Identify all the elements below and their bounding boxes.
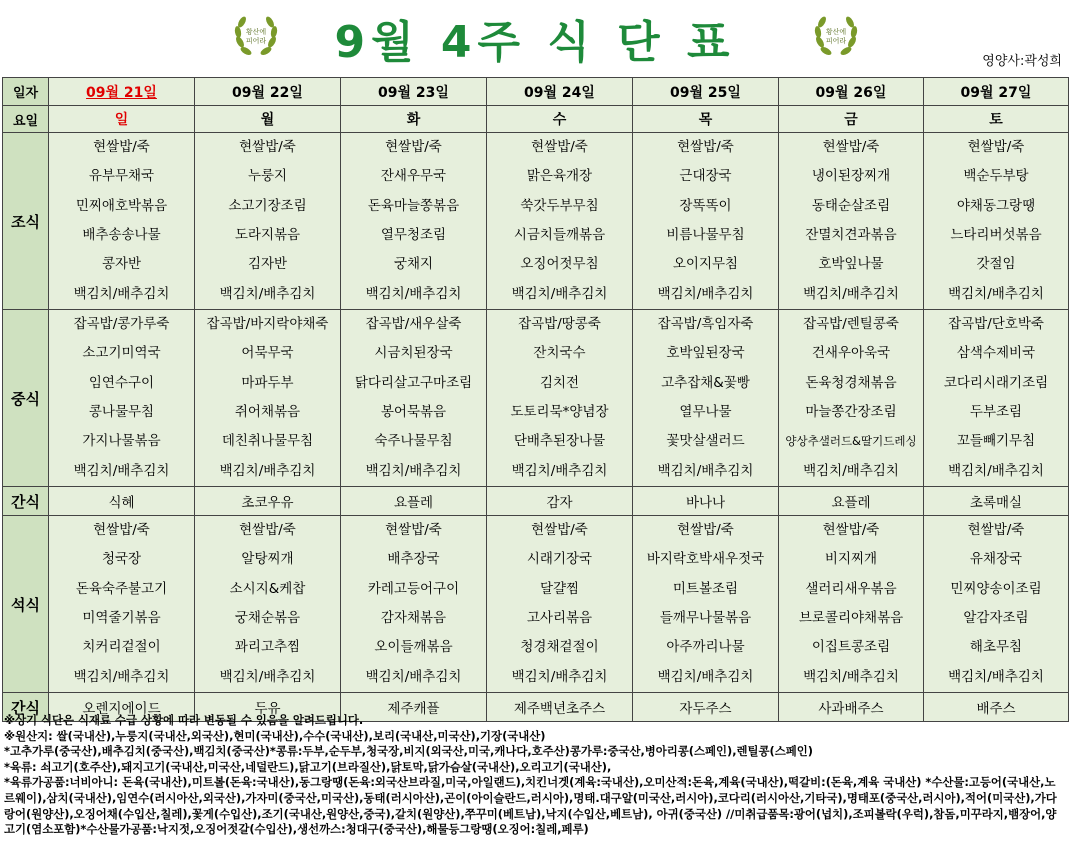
menu-item: 백김치/배추김치 <box>219 285 316 302</box>
note-line: *고추가루(중국산),배추김치(중국산),백김치(중국산)*콩류:두부,순두부,청국장,비지(외국산,미국,캐나다,호주산)콩가루:중국산,병아리콩(스페인),렌틸콩(스페인) <box>4 744 813 759</box>
menu-item: 백순두부탕 <box>963 168 1029 185</box>
menu-item: 잔멸치견과볶음 <box>805 227 897 243</box>
menu-item: 미역줄기볶음 <box>82 610 161 626</box>
menu-item: 백김치/배추김치 <box>219 462 316 479</box>
snack-item: 배주스 <box>924 693 1069 722</box>
menu-item: 오이지무침 <box>672 256 739 273</box>
menu-item: 콩자반 <box>101 256 142 273</box>
weekday-cell: 금 <box>779 106 924 133</box>
weekday-label: 요일 <box>3 106 49 133</box>
dietitian-name: 영양사:곽성희 <box>982 54 1062 69</box>
menu-item: 잡곡밥/땅콩죽 <box>518 316 601 333</box>
snack-item: 감자 <box>487 487 633 516</box>
menu-item: 현쌀밥/죽 <box>822 522 880 539</box>
menu-item: 백김치/배추김치 <box>365 285 462 302</box>
menu-item: 브로콜리야채볶음 <box>798 610 904 626</box>
menu-item: 백김치/배추김치 <box>948 462 1044 479</box>
menu-item: 현쌀밥/죽 <box>531 522 588 539</box>
menu-item: 백김치/배추김치 <box>511 668 608 685</box>
menu-item: 해초무침 <box>969 639 1023 656</box>
menu-item: 호박잎된장국 <box>666 345 745 362</box>
snack2-label: 간식 <box>3 693 49 722</box>
menu-item: 궁채지 <box>393 256 434 273</box>
menu-item: 배추송송나물 <box>82 227 161 243</box>
menu-item: 고사리볶음 <box>526 610 593 626</box>
menu-item: 현쌀밥/죽 <box>385 522 442 539</box>
breakfast-cell <box>487 133 633 310</box>
menu-item: 이집트콩조림 <box>811 639 891 656</box>
date-cell: 09월 21일 <box>49 78 195 106</box>
menu-item: 백김치/배추김치 <box>948 285 1044 302</box>
menu-item: 근대장국 <box>679 168 732 185</box>
menu-item: 닭다리살고구마조림 <box>354 374 473 391</box>
menu-item: 현쌀밥/죽 <box>677 139 734 156</box>
menu-item: 백김치/배추김치 <box>803 462 899 479</box>
menu-item: 오이들깨볶음 <box>374 639 453 656</box>
note-line: *육류가공품:너비아니: 돈육(국내산),미트볼(돈육:국내산),동그랑땡(돈육:외국산브라질,미국,아일랜드),치킨너겟(계육:국내산),오미산적:돈육,계육(국내산),떡갈비:(돈육,계육 국내산) *수산물:고등어(국내산,노르웨이),삼치(국내산),임연수(러시아산,외국산),가자미(중국산,미국산),동태(러시아산),곤이(아이슬란드,러시아),명태.대구알(미국산,러시아),코다리(러시아산,기타국),명태포(중국산,러시아),적어(미국산),가다랑어(원양산),오징어채(수입산,칠레),꽃게(수입산),조기(국내산,원양산,중국),갈치(원양산),쭈꾸미(베트남),낙지(수입산,베트남), 아귀(중국산) //미취급품목:광어(넙치),조피볼락(우럭),참돔,미꾸라지,뱀장어,양고기(염소포함)*수산물가공품:낙지젓,오징어젓갈(수입산),생선까스:청대구(중국산),해물등그랑땡(오징어:칠레,페루) <box>4 775 1057 837</box>
menu-item: 민찌양송이조림 <box>950 580 1042 597</box>
menu-item: 잔새우무국 <box>380 168 447 185</box>
lunch-label: 중식 <box>3 310 49 487</box>
menu-item: 백김치/배추김치 <box>948 668 1044 685</box>
date-cell: 09월 22일 <box>195 78 341 106</box>
snack-item: 요플레 <box>779 487 924 516</box>
menu-item: 냉이된장찌개 <box>811 168 891 185</box>
date-cell: 09월 27일 <box>924 78 1069 106</box>
menu-item: 고추잡채&꽃빵 <box>661 374 750 391</box>
dinner-cell <box>195 516 341 693</box>
lunch-cell <box>779 310 924 487</box>
menu-item: 백김치/배추김치 <box>657 462 754 479</box>
header <box>0 0 1070 75</box>
menu-item: 백김치/배추김치 <box>73 668 170 685</box>
menu-item: 카레고등어구이 <box>367 580 460 597</box>
menu-item: 쥐어채볶음 <box>234 404 301 420</box>
menu-item: 알탕찌개 <box>241 551 294 568</box>
menu-item: 잡곡밥/렌틸콩죽 <box>803 316 899 333</box>
menu-item: 소고기미역국 <box>82 345 161 362</box>
menu-item: 어묵무국 <box>241 345 294 362</box>
date-label: 일자 <box>3 78 49 106</box>
menu-item: 맑은육개장 <box>526 168 593 185</box>
menu-item: 현쌀밥/죽 <box>93 139 150 156</box>
menu-item: 배추장국 <box>387 551 440 568</box>
menu-item: 소고기장조림 <box>228 197 307 214</box>
menu-item: 현쌀밥/죽 <box>93 522 150 539</box>
menu-item: 현쌀밥/죽 <box>967 139 1025 156</box>
lunch-cell <box>341 310 487 487</box>
snack-item: 초록매실 <box>924 487 1069 516</box>
snack-item: 오렌지에이드 <box>49 693 195 722</box>
menu-item: 임연수구이 <box>88 374 155 391</box>
menu-item: 현쌀밥/죽 <box>239 522 296 539</box>
menu-item: 백김치/배추김치 <box>511 285 608 302</box>
menu-item: 청경채겉절이 <box>520 639 599 656</box>
date-cell: 09월 23일 <box>341 78 487 106</box>
menu-item: 잡곡밥/콩가루죽 <box>73 316 170 333</box>
snack-item: 제주백년초주스 <box>487 693 633 722</box>
page-title: 9월 4주 식 단 표 <box>334 17 736 68</box>
snack-item: 식혜 <box>49 487 195 516</box>
weekday-cell: 수 <box>487 106 633 133</box>
menu-item: 양상추샐러드&딸기드레싱 <box>785 434 917 449</box>
menu-item: 감자채볶음 <box>380 610 447 626</box>
menu-item: 치커리겉절이 <box>82 639 161 656</box>
menu-item: 잡곡밥/새우살죽 <box>365 316 462 333</box>
menu-item: 돈육마늘쫑볶음 <box>367 197 460 214</box>
menu-item: 돈육청경채볶음 <box>805 374 897 391</box>
breakfast-cell <box>779 133 924 310</box>
weekday-row <box>3 106 1069 133</box>
breakfast-cell <box>341 133 487 310</box>
dinner-cell <box>633 516 779 693</box>
snack-item: 사과배주스 <box>779 693 924 722</box>
menu-item: 아주까리나물 <box>666 639 745 656</box>
svg-text:피어라: 피어라 <box>825 37 847 45</box>
menu-item: 마파두부 <box>241 374 294 391</box>
menu-item: 샐러리새우볶음 <box>805 580 897 597</box>
dinner-label: 석식 <box>3 516 49 693</box>
note-line: *육류: 쇠고기(호주산),돼지고기(국내산,미국산,네덜란드),닭고기(브라질산),닭토막,닭가슴살(국내산),오리고기(국내산), <box>4 759 612 774</box>
svg-text:황산에: 황산에 <box>245 28 267 36</box>
menu-item: 달걀찜 <box>539 580 580 597</box>
menu-item: 백김치/배추김치 <box>219 668 316 685</box>
breakfast-label: 조식 <box>3 133 49 310</box>
menu-item: 호박잎나물 <box>818 256 884 273</box>
notes <box>4 713 1064 838</box>
menu-item: 꽃맛살샐러드 <box>666 433 745 450</box>
menu-item: 현쌀밥/죽 <box>239 139 296 156</box>
snack-item: 요플레 <box>341 487 487 516</box>
snack1-label: 간식 <box>3 487 49 516</box>
svg-text:피어라: 피어라 <box>245 37 267 45</box>
weekday-cell: 월 <box>195 106 341 133</box>
menu-item: 동태순살조림 <box>811 197 891 214</box>
menu-item: 현쌀밥/죽 <box>385 139 442 156</box>
menu-item: 콩나물무침 <box>88 404 155 420</box>
menu-item: 마늘쫑간장조림 <box>805 404 897 420</box>
menu-item: 백김치/배추김치 <box>657 668 754 685</box>
menu-item: 미트볼조림 <box>672 580 739 597</box>
menu-item: 느타리버섯볶음 <box>950 227 1042 243</box>
menu-item: 백김치/배추김치 <box>657 285 754 302</box>
menu-item: 청국장 <box>101 551 142 568</box>
menu-item: 열무청조림 <box>380 227 447 243</box>
breakfast-cell <box>195 133 341 310</box>
menu-item: 건새우아욱국 <box>811 345 891 362</box>
lunch-cell <box>487 310 633 487</box>
snack-item: 초코우유 <box>195 487 341 516</box>
date-cell: 09월 26일 <box>779 78 924 106</box>
menu-item: 꼬들빼기무침 <box>956 433 1036 450</box>
menu-item: 시래기장국 <box>526 551 593 568</box>
dinner-cell <box>779 516 924 693</box>
menu-item: 장똑똑이 <box>679 197 732 214</box>
menu-item: 단배추된장나물 <box>513 433 606 450</box>
menu-item: 백김치/배추김치 <box>511 462 608 479</box>
lunch-cell <box>924 310 1069 487</box>
dinner-cell <box>487 516 633 693</box>
weekday-cell: 화 <box>341 106 487 133</box>
svg-text:황산에: 황산에 <box>825 28 847 36</box>
menu-item: 소시지&케찹 <box>229 580 306 597</box>
date-row <box>3 78 1069 106</box>
dinner-cell <box>341 516 487 693</box>
dinner-row <box>3 516 1069 693</box>
note-line: ※원산지: 쌀(국내산),누룽지(국내산,외국산),현미(국내산),수수(국내산),보리(국내산,미국산),기장(국내산) <box>4 728 546 743</box>
dinner-cell <box>924 516 1069 693</box>
menu-item: 데친취나물무침 <box>221 433 314 450</box>
menu-item: 현쌀밥/죽 <box>967 522 1025 539</box>
snack1-row <box>3 487 1069 516</box>
menu-item: 가지나물볶음 <box>82 433 161 450</box>
wreath-logo-icon <box>812 12 860 60</box>
lunch-cell <box>195 310 341 487</box>
menu-item: 잡곡밥/바지락야채죽 <box>206 316 329 333</box>
menu-item: 잡곡밥/단호박죽 <box>948 316 1044 333</box>
menu-item: 시금치된장국 <box>374 345 453 362</box>
weekday-cell: 토 <box>924 106 1069 133</box>
menu-item: 들깨무나물볶음 <box>659 610 752 626</box>
snack-item: 두유 <box>195 693 341 722</box>
menu-item: 시금치들깨볶음 <box>513 227 606 243</box>
menu-item: 백김치/배추김치 <box>365 668 462 685</box>
menu-item: 비지찌개 <box>824 551 878 568</box>
menu-item: 누룽지 <box>247 168 288 185</box>
breakfast-row <box>3 133 1069 310</box>
lunch-row <box>3 310 1069 487</box>
menu-item: 알감자조림 <box>963 610 1029 626</box>
menu-item: 잔치국수 <box>533 345 586 362</box>
weekday-cell: 일 <box>49 106 195 133</box>
menu-table <box>2 77 1069 722</box>
menu-item: 백김치/배추김치 <box>365 462 462 479</box>
snack-item: 제주캐플 <box>341 693 487 722</box>
menu-item: 오징어젓무침 <box>520 256 599 273</box>
lunch-cell <box>49 310 195 487</box>
menu-item: 비름나물무침 <box>666 227 745 243</box>
breakfast-cell <box>633 133 779 310</box>
menu-item: 도라지볶음 <box>234 227 301 243</box>
menu-item: 야채동그랑땡 <box>956 197 1036 214</box>
menu-item: 열무나물 <box>679 404 732 420</box>
menu-item: 백김치/배추김치 <box>803 668 899 685</box>
snack-item: 바나나 <box>633 487 779 516</box>
date-cell: 09월 24일 <box>487 78 633 106</box>
menu-item: 돈육숙주불고기 <box>75 580 168 597</box>
snack-item: 자두주스 <box>633 693 779 722</box>
menu-item: 바지락호박새우젓국 <box>646 551 765 568</box>
note-line: ※상기 식단은 식재료 수급 상황에 따라 변동될 수 있음을 알려드립니다. <box>4 713 364 727</box>
lunch-cell <box>633 310 779 487</box>
menu-item: 쑥갓두부무침 <box>520 197 599 214</box>
breakfast-cell <box>924 133 1069 310</box>
menu-item: 김치전 <box>539 374 580 391</box>
menu-item: 꽈리고추찜 <box>234 639 301 656</box>
menu-item: 백김치/배추김치 <box>73 462 170 479</box>
menu-item: 궁채순볶음 <box>234 610 301 626</box>
menu-item: 현쌀밥/죽 <box>822 139 880 156</box>
menu-item: 코다리시래기조림 <box>943 374 1049 391</box>
menu-item: 백김치/배추김치 <box>803 285 899 302</box>
menu-item: 삼색수제비국 <box>956 345 1036 362</box>
menu-item: 숙주나물무침 <box>374 433 453 450</box>
menu-item: 유채장국 <box>969 551 1023 568</box>
breakfast-cell <box>49 133 195 310</box>
menu-item: 현쌀밥/죽 <box>531 139 588 156</box>
menu-item: 봉어묵볶음 <box>380 404 447 420</box>
menu-item: 김자반 <box>247 256 288 273</box>
menu-item: 유부무채국 <box>88 168 155 185</box>
menu-item: 갓절임 <box>976 256 1016 273</box>
menu-item: 현쌀밥/죽 <box>677 522 734 539</box>
weekday-cell: 목 <box>633 106 779 133</box>
menu-item: 잡곡밥/흑임자죽 <box>657 316 754 333</box>
date-cell: 09월 25일 <box>633 78 779 106</box>
menu-item: 도토리묵*양념장 <box>510 404 609 420</box>
menu-item: 백김치/배추김치 <box>73 285 170 302</box>
dinner-cell <box>49 516 195 693</box>
menu-item: 민찌애호박볶음 <box>75 197 168 214</box>
menu-item: 두부조림 <box>969 404 1023 420</box>
